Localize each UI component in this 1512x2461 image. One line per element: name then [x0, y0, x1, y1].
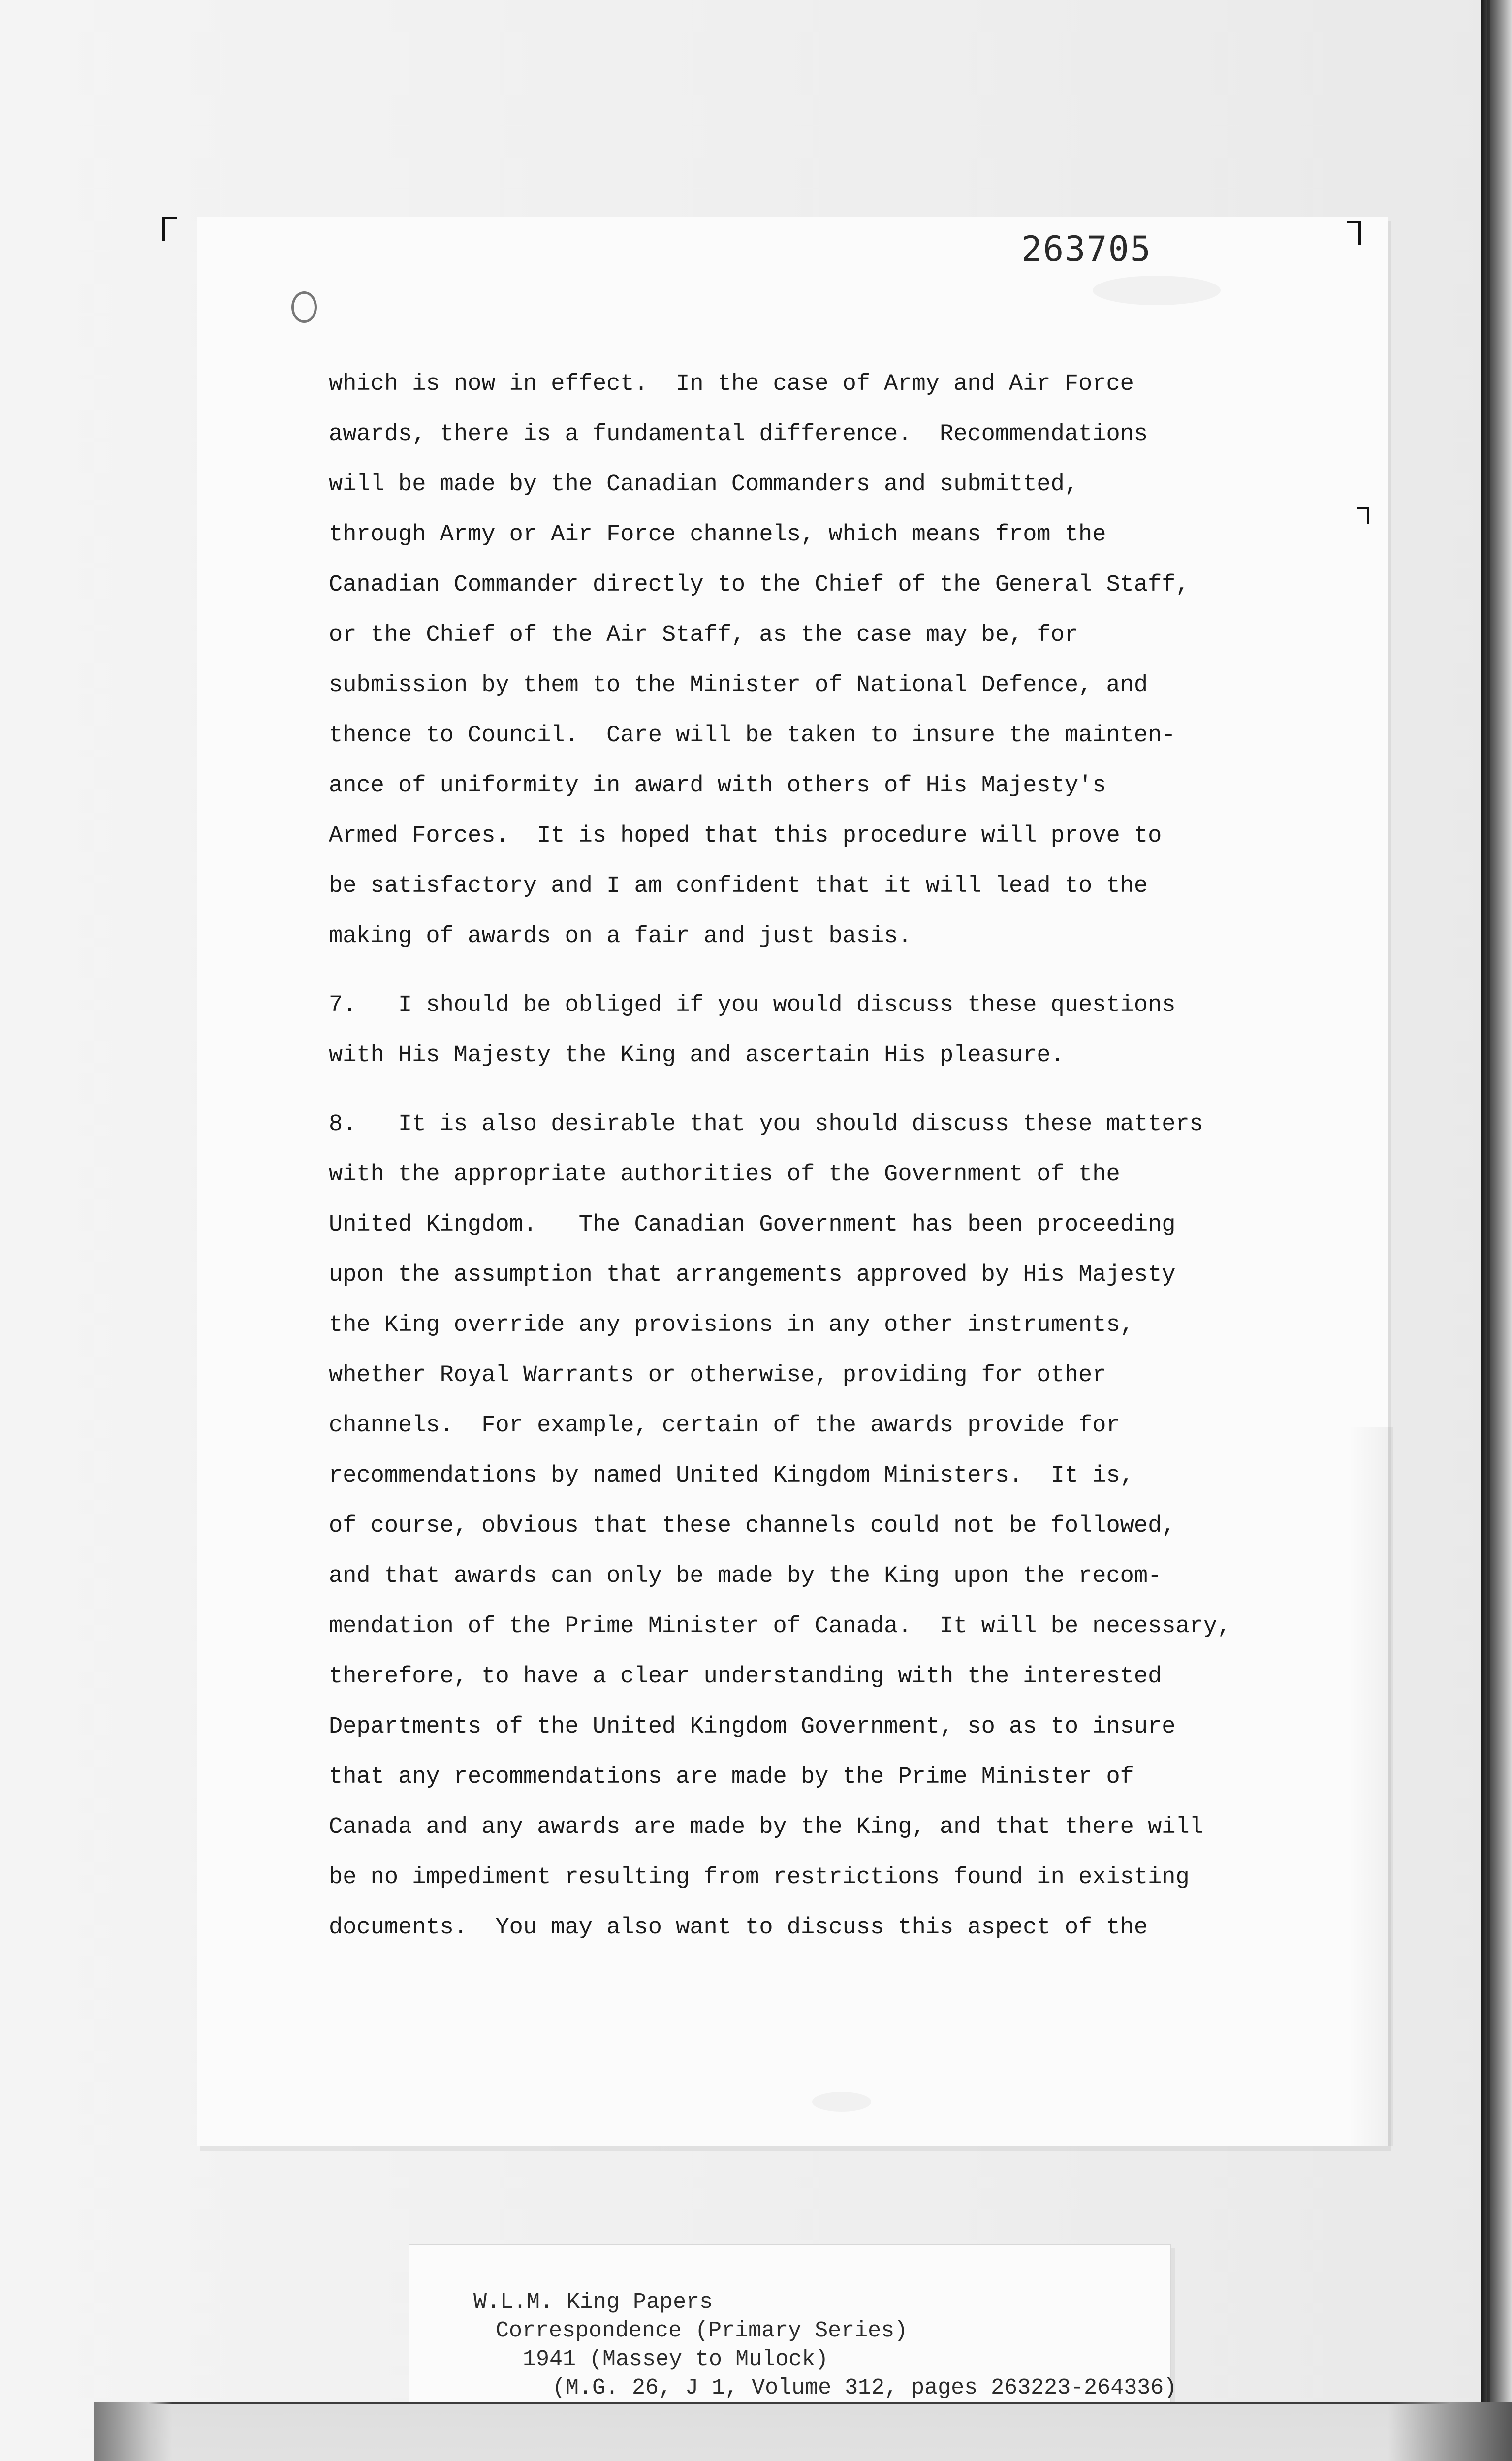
- text-line: upon the assumption that arrangements approved by His Majesty: [329, 1262, 1176, 1288]
- text-line: that any recommendations are made by the Prime Minister of: [329, 1764, 1134, 1790]
- text-line: with the appropriate authorities of the Government of the: [329, 1162, 1120, 1188]
- text-line: 7. I should be obliged if you would discuss these questions: [329, 992, 1176, 1018]
- text-line: ance of uniformity in award with others of His Majesty's: [329, 773, 1106, 799]
- label-line-3: 1941 (Massey to Mulock): [523, 2347, 829, 2372]
- text-line: awards, there is a fundamental difference. Recommendations: [329, 421, 1148, 447]
- text-line: which is now in effect. In the case of Army and Air Force: [329, 371, 1134, 397]
- corner-mark-top-left: [162, 217, 177, 241]
- paragraph-continuation: [329, 359, 1343, 962]
- corner-mark-top-right: [1347, 221, 1361, 245]
- text-line: and that awards can only be made by the King upon the recom-: [329, 1563, 1162, 1589]
- banner-shadow-left: [94, 2402, 172, 2461]
- text-line: be satisfactory and I am confident that it will lead to the: [329, 873, 1148, 899]
- text-line: Canada and any awards are made by the King, and that there will: [329, 1814, 1203, 1840]
- text-line: documents. You may also want to discuss this aspect of the: [329, 1915, 1148, 1941]
- text-line: United Kingdom. The Canadian Government has been proceeding: [329, 1212, 1176, 1238]
- text-line: with His Majesty the King and ascertain His pleasure.: [329, 1042, 1065, 1069]
- label-line-2: Correspondence (Primary Series): [496, 2318, 908, 2343]
- text-line: mendation of the Prime Minister of Canada. It will be necessary,: [329, 1613, 1231, 1640]
- text-line: Armed Forces. It is hoped that this procedure will prove to: [329, 823, 1162, 849]
- paragraph-7: [329, 980, 1343, 1081]
- label-line-4: (M.G. 26, J 1, Volume 312, pages 263223-264336): [552, 2375, 1177, 2400]
- text-line: channels. For example, certain of the awards provide for: [329, 1413, 1120, 1439]
- page-shadow: [1349, 1427, 1393, 2146]
- text-line: will be made by the Canadian Commanders and submitted,: [329, 472, 1079, 498]
- corner-mark-mid-right: [1357, 507, 1369, 524]
- text-line: submission by them to the Minister of National Defence, and: [329, 672, 1148, 698]
- text-line: whether Royal Warrants or otherwise, providing for other: [329, 1362, 1106, 1388]
- text-line: through Army or Air Force channels, which means from the: [329, 522, 1106, 548]
- bleed-through-smudge: [812, 2092, 871, 2112]
- film-edge: [1481, 0, 1512, 2402]
- text-line: recommendations by named United Kingdom Ministers. It is,: [329, 1463, 1134, 1489]
- banner-shadow-right: [1388, 2402, 1512, 2461]
- page-number: 263705: [1021, 229, 1152, 269]
- bleed-through-smudge: [1093, 276, 1221, 305]
- text-line: thence to Council. Care will be taken to insure the mainten-: [329, 723, 1176, 749]
- text-line: therefore, to have a clear understanding with the interested: [329, 1664, 1162, 1690]
- text-line: the King override any provisions in any other instruments,: [329, 1312, 1134, 1338]
- punch-hole-mark: [291, 291, 317, 323]
- text-line: making of awards on a fair and just basis.: [329, 923, 912, 949]
- text-line: or the Chief of the Air Staff, as the case may be, for: [329, 622, 1079, 648]
- paragraph-8: [329, 1100, 1343, 1953]
- letter-body: [329, 359, 1343, 1953]
- label-line-1: W.L.M. King Papers: [473, 2290, 713, 2315]
- archives-banner: [94, 2402, 1511, 2461]
- text-line: 8. It is also desirable that you should discuss these matters: [329, 1111, 1203, 1137]
- text-line: of course, obvious that these channels could not be followed,: [329, 1513, 1176, 1539]
- text-line: be no impediment resulting from restrictions found in existing: [329, 1864, 1190, 1891]
- text-line: Canadian Commander directly to the Chief of the General Staff,: [329, 572, 1190, 598]
- text-line: Departments of the United Kingdom Government, so as to insure: [329, 1714, 1176, 1740]
- film-edge-line: [1487, 0, 1490, 2461]
